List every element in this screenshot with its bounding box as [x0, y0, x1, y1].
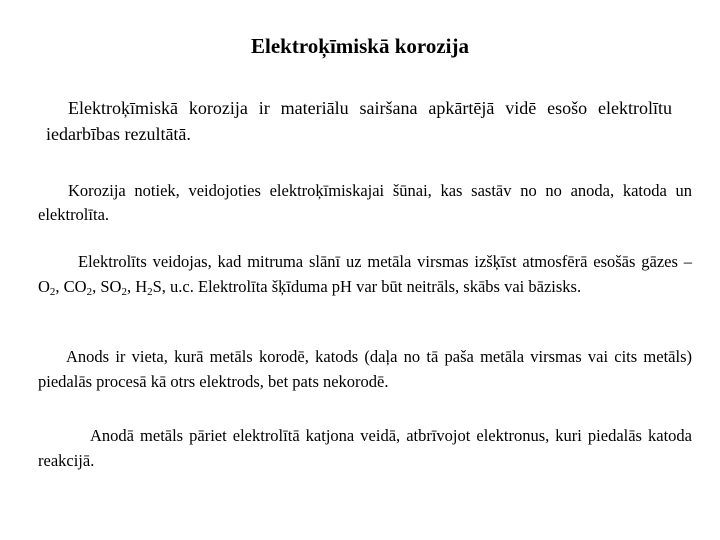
paragraph-anode-cathode: Anods ir vieta, kurā metāls korodē, katods (daļa no tā paša metāla virsmas vai cits metāls) piedalās procesā kā otrs elektrods, bet pats nekorodē. [38, 347, 692, 391]
electrolyte-text-2: , CO [55, 277, 87, 296]
page-title: Elektroķīmiskā korozija [251, 34, 469, 58]
electrolyte-text-3: , SO [92, 277, 122, 296]
paragraph-anode-reaction: Anodā metāls pāriet elektrolītā katjona veidā, atbrīvojot elektronus, kuri piedalās katoda reakcijā. [38, 426, 692, 470]
o2-subscript: 2 [49, 286, 56, 298]
electrolyte-text-5: S, u.c. Elektrolīta šķīduma pH var būt neitrāls, skābs vai bāzisks. [152, 277, 582, 296]
so2-subscript: 2 [121, 286, 127, 298]
h2s-subscript: 2 [147, 286, 153, 298]
electrolyte-text-4: , H [126, 277, 148, 296]
paragraph-electrolyte [38, 249, 692, 299]
co2-subscript: 2 [86, 286, 93, 298]
electrolyte-text-1: Elektrolīts veidojas, kad mitruma slānī uz metāla virsmas izšķīst atmosfērā esošās gāzes – O [38, 252, 692, 296]
paragraph-cell-composition: Korozija notiek, veidojoties elektroķīmiskajai šūnai, kas sastāv no no anoda, katoda un elektrolīta. [38, 181, 692, 224]
paragraph-definition: Elektroķīmiskā korozija ir materiālu sairšana apkārtējā vidē esošo elektrolītu iedarbības rezultātā. [46, 98, 672, 144]
